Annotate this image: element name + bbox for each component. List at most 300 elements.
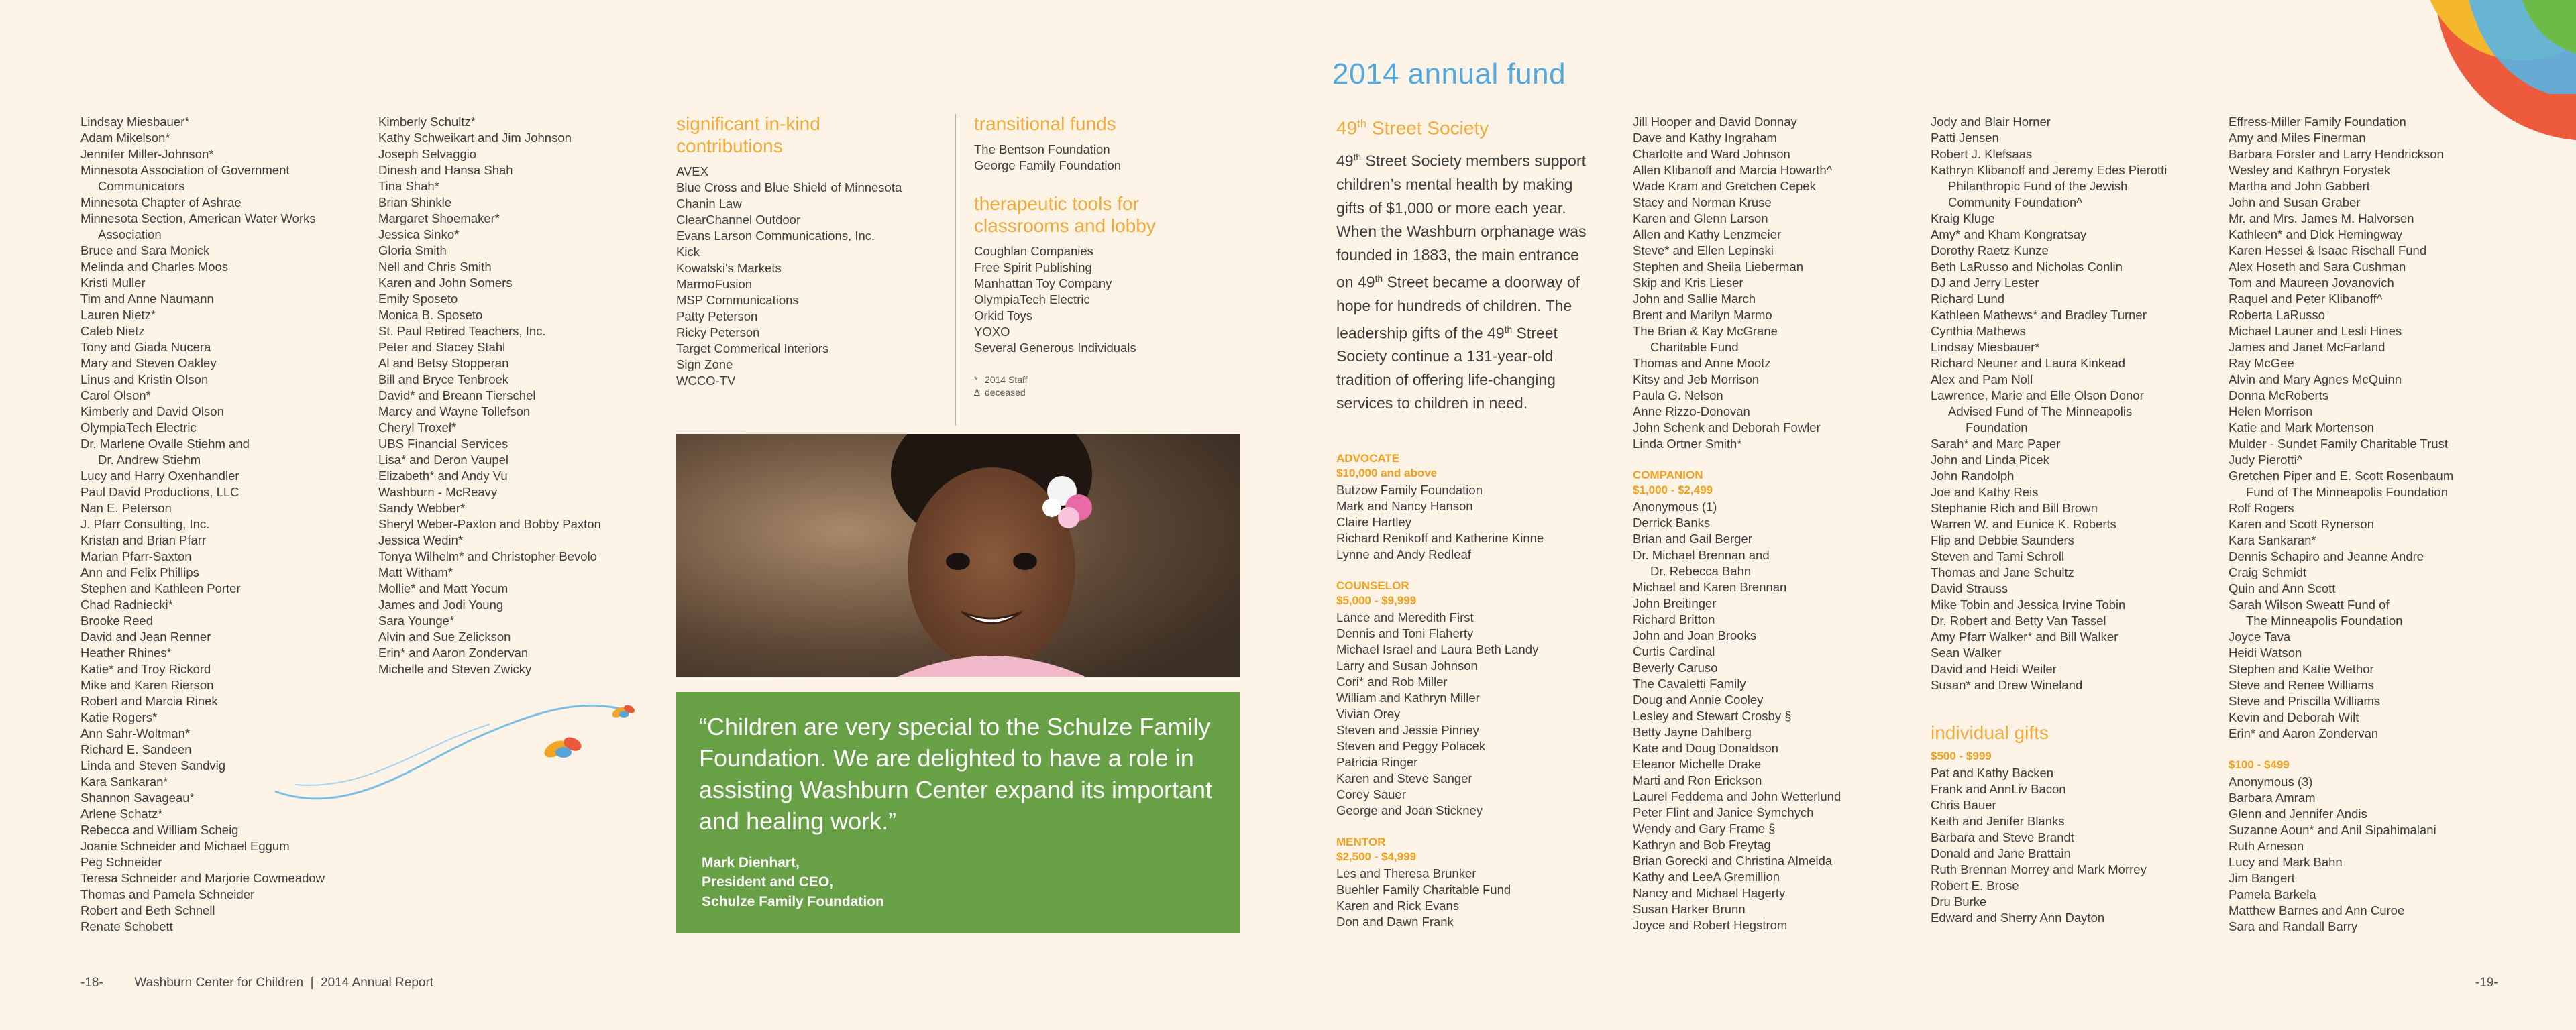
list-item: Peter and Stacey Stahl [378, 340, 506, 354]
list-item: Quin and Ann Scott [2229, 581, 2336, 595]
page-number: -18- [80, 976, 103, 990]
list-item: Suzanne Aoun* and Anil Sipahimalani [2229, 823, 2436, 837]
list-item: Cheryl Troxel* [378, 420, 457, 435]
list-item: Chris Bauer [1931, 798, 1996, 812]
attribution-org: Schulze Family Foundation [702, 894, 884, 909]
list-item: Katie Rogers* [80, 710, 158, 724]
list-item: Marian Pfarr-Saxton [80, 549, 192, 563]
list-item: Sean Walker [1931, 646, 2002, 660]
list-item: Joanie Schneider and Michael Eggum [80, 839, 290, 853]
list-item: Arlene Schatz* [80, 807, 163, 821]
list-item: Steven and Peggy Polacek [1336, 739, 1486, 754]
list-item: Frank and AnnLiv Bacon [1931, 782, 2066, 796]
list-item: Beverly Caruso [1633, 661, 1718, 675]
list-item: Thomas and Anne Mootz [1633, 356, 1771, 370]
list-item: Karen and John Somers [378, 276, 513, 290]
list-item: Corey Sauer [1336, 787, 1406, 802]
page-number-right: -19- [2475, 976, 2498, 990]
list-item: Adam Mikelson* [80, 131, 170, 145]
list-item: Brent and Marilyn Marmo [1633, 308, 1772, 322]
companion-label: COMPANION [1633, 469, 1703, 481]
list-item: Stephen and Kathleen Porter [80, 581, 241, 595]
list-item: Margaret Shoemaker* [378, 211, 500, 225]
list-item: Sara and Randall Barry [2229, 919, 2358, 933]
list-item: Jessica Sinko* [378, 227, 460, 241]
list-item: Minnesota Association of Government [80, 163, 290, 177]
list-item: Paula G. Nelson [1633, 388, 1723, 402]
list-item: Renate Schobett [80, 919, 173, 933]
donor-list-col1 [80, 114, 325, 935]
list-item: Kevin and Deborah Wilt [2229, 710, 2359, 724]
list-item: Several Generous Individuals [974, 341, 1136, 355]
mentor-label: MENTOR [1336, 836, 1386, 849]
list-item: David Strauss [1931, 581, 2008, 595]
inkind-title: significant in-kind contributions [676, 113, 820, 156]
list-item: Kathy and LeeA Gremillion [1633, 870, 1780, 884]
list-item: James and Jodi Young [378, 597, 504, 612]
list-item: Steve* and Ellen Lepinski [1633, 243, 1774, 258]
list-item: Linda Ortner Smith* [1633, 437, 1742, 451]
list-item: Richard Lund [1931, 292, 2005, 306]
list-item: Barbara Amram [2229, 791, 2316, 805]
companion-list [1633, 499, 1901, 933]
list-item: Don and Dawn Frank [1336, 915, 1454, 929]
mentor-list [1336, 866, 1591, 930]
list-item: Stephanie Rich and Bill Brown [1931, 501, 2098, 515]
list-item: Glenn and Jennifer Andis [2229, 807, 2367, 821]
list-item: OlympiaTech Electric [974, 292, 1090, 306]
list-item: Warren W. and Eunice K. Roberts [1931, 517, 2116, 531]
list-item: Alex and Pam Noll [1931, 372, 2033, 386]
list-item: John and Joan Brooks [1633, 628, 1757, 642]
list-item: Sheryl Weber-Paxton and Bobby Paxton [378, 517, 601, 531]
list-item: James and Janet McFarland [2229, 340, 2385, 354]
right-col4 [2229, 114, 2524, 935]
list-item: J. Pfarr Consulting, Inc. [80, 517, 210, 531]
list-item: Kowalski's Markets [676, 261, 782, 275]
list-item: Gloria Smith [378, 243, 447, 258]
list-item: St. Paul Retired Teachers, Inc. [378, 324, 546, 338]
advocate-label: ADVOCATE [1336, 452, 1400, 465]
list-item: Rebecca and William Scheig [80, 823, 239, 837]
list-item: Kimberly Schultz* [378, 115, 476, 129]
list-item: Tina Shah* [378, 179, 439, 193]
donor-list-rcol4 [2229, 114, 2524, 742]
list-item: Amy Pfarr Walker* and Bill Walker [1931, 630, 2118, 644]
individual-gifts-title: individual gifts [1931, 722, 2049, 743]
list-item: Patti Jensen [1931, 131, 1999, 145]
list-item: Kathleen* and Dick Hemingway [2229, 227, 2403, 241]
list-item: Linda and Steven Sandvig [80, 758, 226, 772]
list-item: Matt Witham* [378, 565, 453, 579]
list-item: Lawrence, Marie and Elle Olson Donor [1931, 388, 2144, 402]
list-item: Karen and Rick Evans [1336, 899, 1460, 913]
list-item: Helen Morrison [2229, 404, 2313, 418]
list-item: DJ and Jerry Lester [1931, 276, 2039, 290]
list-item: Jody and Blair Horner [1931, 115, 2051, 129]
list-item: Richard Renikoff and Katherine Kinne [1336, 531, 1544, 546]
list-item: Dr. Michael Brennan and [1633, 548, 1770, 562]
footer-right [2475, 976, 2498, 990]
footer-text: Washburn Center for Children | 2014 Annual Report [134, 976, 434, 990]
list-item: Mr. and Mrs. James M. Halvorsen [2229, 211, 2414, 225]
list-item: Wesley and Kathryn Forystek [2229, 163, 2391, 177]
list-item: William and Kathryn Miller [1336, 691, 1480, 705]
list-item: John and Sallie March [1633, 292, 1756, 306]
list-item: Bruce and Sara Monick [80, 243, 210, 258]
list-item: Lauren Nietz* [80, 308, 156, 322]
list-item: Heidi Watson [2229, 646, 2302, 660]
society-section [1336, 113, 1591, 930]
list-item: Foundation [1966, 420, 2028, 435]
list-item: Karen and Steve Sanger [1336, 771, 1472, 786]
list-item: Elizabeth* and Andy Vu [378, 469, 508, 483]
list-item: Patricia Ringer [1336, 755, 1418, 770]
list-item: George and Joan Stickney [1336, 803, 1483, 818]
list-item: Anonymous (3) [2229, 775, 2313, 789]
list-item: Sign Zone [676, 357, 733, 371]
list-item: Thomas and Jane Schultz [1931, 565, 2074, 579]
list-item: Orkid Toys [974, 308, 1033, 323]
list-item: Mulder - Sundet Family Charitable Trust [2229, 437, 2448, 451]
ind-500-range: $500 - $999 [1931, 750, 1992, 762]
list-item: Tim and Anne Naumann [80, 292, 214, 306]
list-item: MarmoFusion [676, 277, 753, 291]
therapeutic-list [974, 243, 1242, 356]
list-item: Linus and Kristin Olson [80, 372, 209, 386]
list-item: Mollie* and Matt Yocum [378, 581, 508, 595]
list-item: Wade Kram and Gretchen Cepek [1633, 179, 1816, 193]
list-item: Alex Hoseth and Sara Cushman [2229, 260, 2406, 274]
list-item: Craig Schmidt [2229, 565, 2307, 579]
list-item: Susan Harker Brunn [1633, 902, 1746, 916]
list-item: Dennis Schapiro and Jeanne Andre [2229, 549, 2424, 563]
list-item: Lynne and Andy Redleaf [1336, 547, 1471, 562]
list-item: Amy and Miles Finerman [2229, 131, 2366, 145]
list-item: Tom and Maureen Jovanovich [2229, 276, 2394, 290]
list-item: Pat and Kathy Backen [1931, 766, 2054, 780]
list-item: Cynthia Mathews [1931, 324, 2026, 338]
list-item: Kraig Kluge [1931, 211, 1995, 225]
annual-fund-title: 2014 annual fund [1332, 58, 1566, 91]
list-item: Dennis and Toni Flaherty [1336, 626, 1474, 641]
right-col2 [1633, 114, 1901, 933]
list-item: John Schenk and Deborah Fowler [1633, 420, 1821, 435]
donor-list-rcol3 [1931, 114, 2212, 693]
list-item: John and Linda Picek [1931, 453, 2049, 467]
list-item: Allen Klibanoff and Marcia Howarth^ [1633, 163, 1833, 177]
list-item: Lesley and Stewart Crosby § [1633, 709, 1792, 723]
list-item: Ann and Felix Phillips [80, 565, 199, 579]
list-item: Allen and Kathy Lenzmeier [1633, 227, 1782, 241]
list-item: Carol Olson* [80, 388, 151, 402]
list-item: Kristi Muller [80, 276, 146, 290]
list-item: Erin* and Aaron Zondervan [2229, 726, 2379, 740]
list-item: Association [98, 227, 162, 241]
list-item: Richard Britton [1633, 612, 1715, 626]
list-item: Steven and Jessie Pinney [1336, 723, 1479, 738]
footer-left [80, 976, 433, 990]
list-item: Mary and Steven Oakley [80, 356, 217, 370]
donor-list-col2 [378, 114, 601, 677]
list-item: Mike Tobin and Jessica Irvine Tobin [1931, 597, 2126, 612]
list-item: George Family Foundation [974, 158, 1122, 172]
list-item: Roberta LaRusso [2229, 308, 2325, 322]
list-item: Claire Hartley [1336, 515, 1412, 530]
list-item: Blue Cross and Blue Shield of Minnesota [676, 180, 902, 194]
list-item: Steve and Renee Williams [2229, 678, 2374, 692]
society-description: 49th Street Society members support children’s mental health by making gifts of $1,000 or more each year. When the Washburn orphanage was founded in 1883, the main entrance on 49th Street became a doorway of hope for hundreds of children. The leadership gifts of the 49th Street Society continue a 131-year-old tradition of offering life-changing services to children in need. [1336, 152, 1587, 412]
ind-100-range: $100 - $499 [2229, 758, 2290, 771]
note-deceased: ∆ deceased [974, 387, 1026, 398]
list-item: Manhattan Toy Company [974, 276, 1112, 290]
list-item: Anne Rizzo-Donovan [1633, 404, 1750, 418]
list-item: Dinesh and Hansa Shah [378, 163, 513, 177]
transitional-list [974, 141, 1242, 174]
list-item: Washburn - McReavy [378, 485, 498, 499]
list-item: Michael and Karen Brennan [1633, 580, 1787, 594]
list-item: Advised Fund of The Minneapolis [1948, 404, 2133, 418]
list-item: Ruth Arneson [2229, 839, 2304, 853]
list-item: Brian and Gail Berger [1633, 532, 1752, 546]
list-item: Kara Sankaran* [80, 775, 168, 789]
list-item: Tony and Giada Nucera [80, 340, 211, 354]
list-item: Ricky Peterson [676, 325, 760, 339]
list-item: Mark and Nancy Hanson [1336, 499, 1473, 514]
list-item: Pamela Barkela [2229, 887, 2316, 901]
quote-text: “Children are very special to the Schulze Family Foundation. We are delighted to have a role in assisting Washburn Center expand its important and healing work.” [699, 713, 1213, 835]
list-item: Sara Younge* [378, 614, 455, 628]
list-item: John and Susan Graber [2229, 195, 2361, 209]
list-item: Teresa Schneider and Marjorie Cowmeadow [80, 871, 325, 885]
list-item: Stephen and Sheila Lieberman [1633, 260, 1804, 274]
list-item: Caleb Nietz [80, 324, 145, 338]
donor-list-rcol2 [1633, 114, 1901, 452]
list-item: Amy* and Kham Kongratsay [1931, 227, 2087, 241]
list-item: Keith and Jenifer Blanks [1931, 814, 2065, 828]
transitional-title: transitional funds [974, 113, 1116, 134]
list-item: Laurel Feddema and John Wetterlund [1633, 789, 1841, 803]
list-item: Monica B. Sposeto [378, 308, 483, 322]
list-item: Donna McRoberts [2229, 388, 2329, 402]
list-item: YOXO [974, 325, 1010, 339]
list-item: Peg Schneider [80, 855, 162, 869]
list-item: Fund of The Minneapolis Foundation [2246, 485, 2448, 499]
list-item: Edward and Sherry Ann Dayton [1931, 911, 2105, 925]
list-item: Heather Rhines* [80, 646, 172, 660]
list-item: Curtis Cardinal [1633, 644, 1715, 659]
inkind-section [676, 113, 931, 389]
list-item: Minnesota Chapter of Ashrae [80, 195, 241, 209]
list-item: Anonymous (1) [1633, 500, 1717, 514]
list-item: Steve and Priscilla Williams [2229, 694, 2381, 708]
list-item: Richard Neuner and Laura Kinkead [1931, 356, 2126, 370]
list-item: Donald and Jane Brattain [1931, 846, 2071, 860]
list-item: Raquel and Peter Klibanoff^ [2229, 292, 2383, 306]
list-item: Emily Sposeto [378, 292, 458, 306]
list-item: Minnesota Section, American Water Works [80, 211, 316, 225]
list-item: Michael Israel and Laura Beth Landy [1336, 642, 1539, 657]
list-item: Alvin and Sue Zelickson [378, 630, 511, 644]
list-item: The Minneapolis Foundation [2246, 614, 2403, 628]
list-item: Karen Hessel & Isaac Rischall Fund [2229, 243, 2427, 258]
companion-range: $1,000 - $2,499 [1633, 483, 1713, 496]
list-item: Mike and Karen Rierson [80, 678, 214, 692]
list-item: Charitable Fund [1650, 340, 1739, 354]
list-item: Dr. Rebecca Bahn [1650, 564, 1752, 578]
list-item: Cori* and Rob Miller [1336, 675, 1448, 689]
list-item: WCCO-TV [676, 374, 736, 388]
list-item: Jennifer Miller-Johnson* [80, 147, 214, 161]
list-item: Matthew Barnes and Ann Curoe [2229, 903, 2405, 917]
list-item: Karen and Scott Rynerson [2229, 517, 2374, 531]
list-item: Joyce and Robert Hegstrom [1633, 918, 1788, 932]
list-item: Peter Flint and Janice Symchych [1633, 805, 1814, 819]
counselor-range: $5,000 - $9,999 [1336, 594, 1417, 608]
note-staff: * 2014 Staff [974, 374, 1028, 385]
list-item: Kick [676, 245, 700, 259]
list-item: Rolf Rogers [2229, 501, 2294, 515]
society-title: 49th Street Society [1336, 117, 1489, 139]
list-item: Charlotte and Ward Johnson [1633, 147, 1790, 161]
list-item: Kimberly and David Olson [80, 404, 224, 418]
list-item: Patty Peterson [676, 309, 758, 323]
list-item: Dr. Andrew Stiehm [98, 453, 201, 467]
list-item: ClearChannel Outdoor [676, 213, 801, 227]
list-item: Brian Gorecki and Christina Almeida [1633, 854, 1833, 868]
list-item: Thomas and Pamela Schneider [80, 887, 255, 901]
list-item: Richard E. Sandeen [80, 742, 192, 756]
transitional-section [974, 113, 1242, 399]
list-item: Communicators [98, 179, 185, 193]
list-item: Butzow Family Foundation [1336, 483, 1483, 498]
child-photo-art [676, 434, 1240, 677]
list-item: Kitsy and Jeb Morrison [1633, 372, 1760, 386]
list-item: Kathryn Klibanoff and Jeremy Edes Pierotti [1931, 163, 2167, 177]
butterfly-swoosh-icon [268, 684, 644, 805]
list-item: MSP Communications [676, 293, 799, 307]
list-item: Philanthropic Fund of the Jewish [1948, 179, 2128, 193]
list-item: Larry and Susan Johnson [1336, 659, 1478, 673]
list-item: Barbara Forster and Larry Hendrickson [2229, 147, 2444, 161]
mentor-range: $2,500 - $4,999 [1336, 850, 1417, 864]
list-item: Sandy Webber* [378, 501, 466, 515]
advocate-list [1336, 482, 1591, 563]
list-item: Kate and Doug Donaldson [1633, 741, 1779, 755]
list-item: Robert and Marcia Rinek [80, 694, 218, 708]
list-item: Derrick Banks [1633, 516, 1711, 530]
list-item: Steven and Tami Schroll [1931, 549, 2065, 563]
list-item: Alvin and Mary Agnes McQuinn [2229, 372, 2402, 386]
list-item: Katie* and Troy Rickord [80, 662, 211, 676]
list-item: Judy Pierotti^ [2229, 453, 2303, 467]
list-item: Lance and Meredith First [1336, 610, 1474, 625]
list-item: The Cavaletti Family [1633, 677, 1746, 691]
list-item: Marti and Ron Erickson [1633, 773, 1762, 787]
list-item: Lucy and Mark Bahn [2229, 855, 2343, 869]
list-item: John Randolph [1931, 469, 2015, 483]
list-item: Bill and Bryce Tenbroek [378, 372, 509, 386]
list-item: Ruth Brennan Morrey and Mark Morrey [1931, 862, 2147, 876]
list-item: Joyce Tava [2229, 630, 2291, 644]
list-item: Kathleen Mathews* and Bradley Turner [1931, 308, 2147, 322]
list-item: Kathryn and Bob Freytag [1633, 838, 1771, 852]
quote-box [676, 692, 1240, 933]
column-divider [955, 114, 956, 426]
list-item: Ray McGee [2229, 356, 2294, 370]
list-item: AVEX [676, 164, 708, 178]
attribution-name: Mark Dienhart, [702, 855, 800, 870]
list-item: Wendy and Gary Frame § [1633, 821, 1776, 836]
list-item: Jim Bangert [2229, 871, 2295, 885]
list-item: Sarah Wilson Sweatt Fund of [2229, 597, 2390, 612]
counselor-label: COUNSELOR [1336, 579, 1409, 593]
list-item: David* and Breann Tierschel [378, 388, 536, 402]
list-item: Shannon Savageau* [80, 791, 195, 805]
list-item: Katie and Mark Mortenson [2229, 420, 2374, 435]
list-item: Joe and Kathy Reis [1931, 485, 2039, 499]
list-item: Erin* and Aaron Zondervan [378, 646, 529, 660]
quote-attribution [702, 853, 884, 911]
list-item: David and Heidi Weiler [1931, 662, 2057, 676]
list-item: Nancy and Michael Hagerty [1633, 886, 1786, 900]
list-item: Chanin Law [676, 196, 742, 211]
list-item: David and Jean Renner [80, 630, 211, 644]
list-item: Michelle and Steven Zwicky [378, 662, 532, 676]
list-item: Karen and Glenn Larson [1633, 211, 1768, 225]
list-item: Eleanor Michelle Drake [1633, 757, 1762, 771]
list-item: Barbara and Steve Brandt [1931, 830, 2074, 844]
list-item: Lisa* and Deron Vaupel [378, 453, 509, 467]
list-item: Buehler Family Charitable Fund [1336, 882, 1511, 897]
list-item: Brian Shinkle [378, 195, 452, 209]
list-item: Ann Sahr-Woltman* [80, 726, 191, 740]
list-item: Robert and Beth Schnell [80, 903, 215, 917]
list-item: Dave and Kathy Ingraham [1633, 131, 1777, 145]
list-item: Kristan and Brian Pfarr [80, 533, 207, 547]
list-item: Les and Theresa Brunker [1336, 866, 1477, 881]
list-item: Lucy and Harry Oxenhandler [80, 469, 239, 483]
list-item: Kathy Schweikart and Jim Johnson [378, 131, 572, 145]
therapeutic-title: therapeutic tools for classrooms and lobby [974, 193, 1156, 236]
list-item: Susan* and Drew Wineland [1931, 678, 2083, 692]
list-item: Dru Burke [1931, 895, 1987, 909]
list-item: Dorothy Raetz Kunze [1931, 243, 2049, 258]
ind-500-list [1931, 765, 2212, 926]
list-item: Nan E. Peterson [80, 501, 172, 515]
list-item: Stephen and Katie Wethor [2229, 662, 2374, 676]
list-item: Martha and John Gabbert [2229, 179, 2370, 193]
list-item: The Bentson Foundation [974, 142, 1110, 156]
list-item: Jessica Wedin* [378, 533, 464, 547]
list-item: Sarah* and Marc Paper [1931, 437, 2061, 451]
inkind-list [676, 164, 931, 389]
list-item: Free Spirit Publishing [974, 260, 1092, 274]
list-item: Dr. Robert and Betty Van Tassel [1931, 614, 2106, 628]
list-item: OlympiaTech Electric [80, 420, 197, 435]
list-item: Coughlan Companies [974, 244, 1093, 258]
advocate-range: $10,000 and above [1336, 467, 1438, 480]
list-item: Tonya Wilhelm* and Christopher Bevolo [378, 549, 597, 563]
list-item: Jill Hooper and David Donnay [1633, 115, 1797, 129]
list-item: Kara Sankaran* [2229, 533, 2316, 547]
list-item: Joseph Selvaggio [378, 147, 477, 161]
counselor-list [1336, 610, 1591, 819]
list-item: Nell and Chris Smith [378, 260, 492, 274]
right-col3 [1931, 114, 2212, 926]
list-item: Betty Jayne Dahlberg [1633, 725, 1752, 739]
list-item: Robert E. Brose [1931, 878, 2019, 893]
